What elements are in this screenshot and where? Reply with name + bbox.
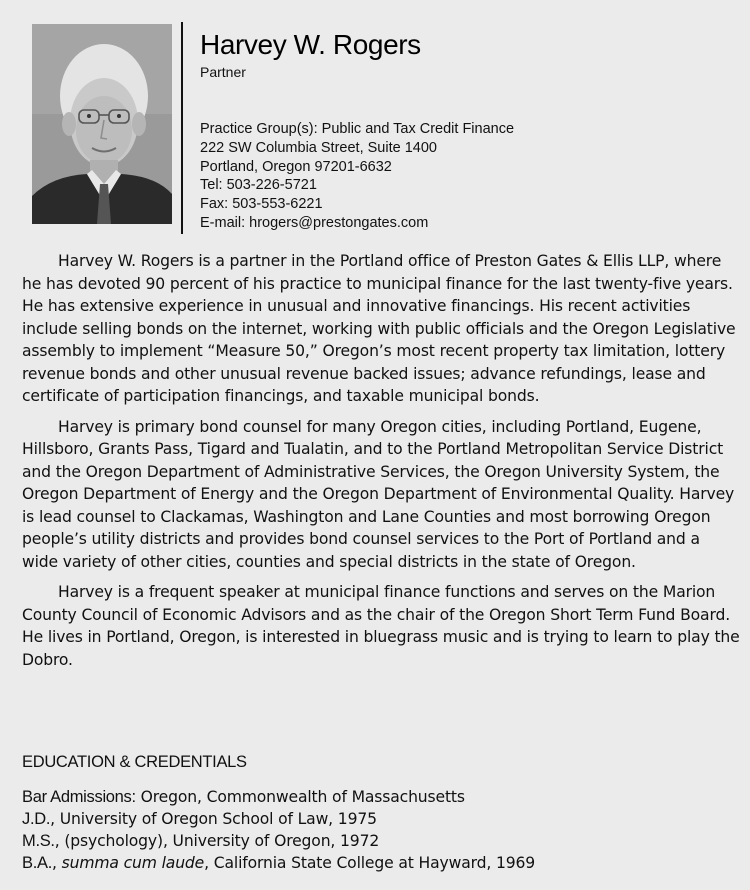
ba-label: B.A. <box>22 854 52 872</box>
ms-label: M.S. <box>22 832 55 850</box>
address-line-1: 222 SW Columbia Street, Suite 1400 <box>200 139 437 156</box>
bio-paragraph-2: Harvey is primary bond counsel for many Oregon cities, including Portland, Eugene, Hillsboro, Grants Pass, Tigard and Tualatin, and to the Portland Metropolitan Service District and the Oregon Department of Administrative Services, the Oregon University System, the Oregon Department of Energy and the Oregon Department of Environmental Quality. Harvey is lead counsel to Clackamas, Washington and Lane Counties and most borrowing Oregon people’s utility districts and provides bond counsel services to the Port of Portland and a wide variety of other cities, counties and special districts in the state of Oregon. <box>22 417 735 571</box>
education-heading: EDUCATION & CREDENTIALS <box>22 753 247 771</box>
person-title: Partner <box>200 64 246 80</box>
header-divider <box>181 22 183 234</box>
contact-block <box>200 120 514 233</box>
bio-paragraph-3: Harvey is a frequent speaker at municipal finance functions and serves on the Marion County Council of Economic Advisors and as the chair of the Oregon Short Term Fund Board. He lives in Portland, Oregon, is interested in bluegrass music and is trying to learn to play the Dobro. <box>22 583 740 669</box>
phone-number: Tel: 503-226-5721 <box>200 177 317 194</box>
bar-admissions-label: Bar Admissions: <box>22 788 136 806</box>
email-address[interactable]: E-mail: hrogers@prestongates.com <box>200 214 429 231</box>
ba-honor: summa cum laude <box>61 854 205 872</box>
jd-value: , University of Oregon School of Law, 1975 <box>50 810 377 828</box>
person-name: Harvey W. Rogers <box>200 29 421 60</box>
address-line-2: Portland, Oregon 97201-6632 <box>200 158 392 175</box>
bar-admissions-value: Oregon, Commonwealth of Massachusetts <box>135 788 465 806</box>
ms-line <box>22 830 535 852</box>
fax-number: Fax: 503-553-6221 <box>200 196 323 213</box>
practice-group: Practice Group(s): Public and Tax Credit Finance <box>200 121 515 137</box>
portrait-photo <box>32 24 172 224</box>
jd-line <box>22 808 535 830</box>
education-list <box>22 786 535 874</box>
ba-line <box>22 852 535 874</box>
ba-value: , California State College at Hayward, 1969 <box>204 854 536 872</box>
bar-admissions-line <box>22 786 535 808</box>
biography <box>22 250 740 679</box>
jd-label: J.D. <box>22 810 51 828</box>
ba-separator: , <box>51 854 62 872</box>
bio-paragraph-1: Harvey W. Rogers is a partner in the Portland office of Preston Gates & Ellis LLP, where he has devoted 90 percent of his practice to municipal finance for the last twenty-five years. He has extensive experience in unusual and innovative financings. His recent activities include selling bonds on the internet, working with public officials and the Oregon Legislative assembly to implement “Measure 50,” Oregon’s most recent property tax limitation, lottery revenue bonds and other unusual revenue backed issues; advance refundings, lease and certificate of participation financings, and taxable municipal bonds. <box>22 252 736 405</box>
portrait-illustration <box>32 24 172 224</box>
ms-value: , (psychology), University of Oregon, 1972 <box>54 832 380 850</box>
